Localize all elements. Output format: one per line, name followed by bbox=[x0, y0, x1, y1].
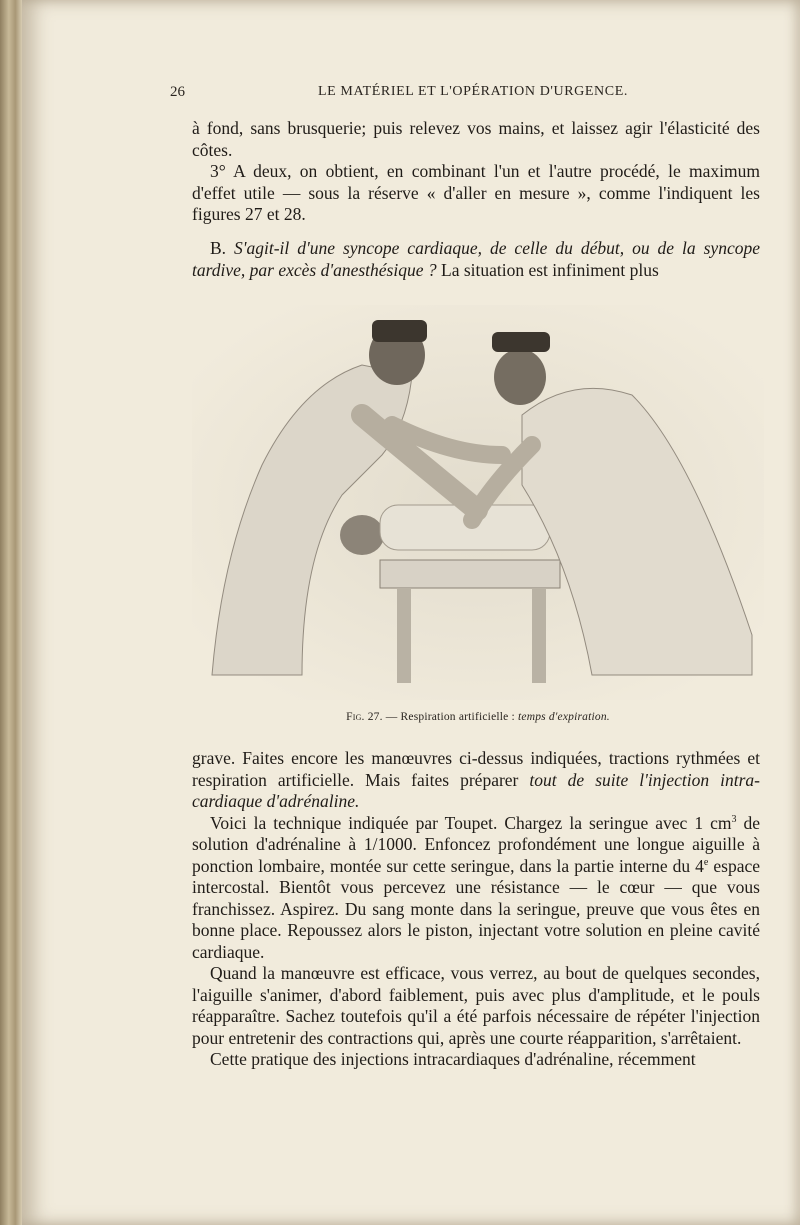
section-letter: B. bbox=[210, 238, 235, 258]
paragraph bbox=[192, 238, 760, 281]
paragraph: Cette pratique des injections intracardiaques d'adrénaline, récemment bbox=[210, 1049, 696, 1069]
artificial-respiration-illustration bbox=[192, 305, 764, 700]
paragraph: Quand la manœuvre est efficace, vous verrez, au bout de quelques secondes, l'aiguille s'animer, d'abord faiblement, puis avec plus d'amplitude, et le pouls réapparaître. Sachez toutefois qu'il a été parfois nécessaire de répéter l'injection pour entretenir des contractions qui, après une courte réapparition, s'arrêtaient. bbox=[192, 963, 760, 1048]
italic-question: S'agit-il d'une syncope cardiaque, de celle du début, ou de la syncope tardive, par excès d'anesthésique ? bbox=[192, 238, 760, 280]
figure-caption bbox=[192, 711, 764, 723]
running-title: LE MATÉRIEL ET L'OPÉRATION D'URGENCE. bbox=[318, 84, 628, 99]
page-header bbox=[170, 84, 770, 104]
text-block-bottom bbox=[192, 748, 760, 1071]
figure-illustration bbox=[192, 305, 764, 700]
italic-emphasis: tout de suite l'injection intra-cardiaque d'adrénaline. bbox=[192, 769, 760, 811]
superscript: e bbox=[703, 856, 709, 868]
paragraph: à fond, sans brusquerie; puis relevez vos mains, et laissez agir l'élasticité des côtes. bbox=[192, 118, 760, 160]
paragraph-text: espace intercostal. Bientôt vous percevez une résistance — le cœur — que vous franchissez. Aspirez. Du sang monte dans la seringue, preuve que vous êtes en bonne place. Repoussez alors le piston, injectant votre solution en pleine cavité cardiaque. bbox=[192, 855, 760, 962]
paragraph bbox=[192, 748, 760, 813]
paragraph: 3° A deux, on obtient, en combinant l'un et l'autre procédé, le maximum d'effet utile — sous la réserve « d'aller en mesure », comme l'indiquent les figures 27 et 28. bbox=[192, 161, 760, 224]
paragraph-text: grave. Faites encore les manœuvres ci-dessus indiquées, tractions rythmées et respiration artificielle. Mais faites préparer bbox=[192, 748, 760, 790]
text-block-top bbox=[192, 118, 760, 226]
paragraph bbox=[192, 813, 760, 964]
caption-italic: temps d'expiration. bbox=[518, 711, 610, 723]
superscript: 3 bbox=[731, 813, 737, 825]
paragraph-text: de solution d'adrénaline à 1/1000. Enfoncez profondément une longue aiguille à ponction lombaire, montée sur cette seringue, dans la partie interne du 4 bbox=[192, 812, 760, 876]
paragraph-text: La situation est infiniment plus bbox=[436, 259, 659, 280]
caption-text: — Respiration artificielle : bbox=[382, 711, 519, 723]
page-number: 26 bbox=[170, 84, 185, 100]
paragraph-text: Voici la technique indiquée par Toupet. Chargez la seringue avec 1 cm bbox=[210, 812, 732, 833]
figure-number: Fig. 27. bbox=[346, 711, 383, 723]
book-binding bbox=[0, 0, 22, 1225]
text-block-section-b bbox=[192, 238, 760, 281]
